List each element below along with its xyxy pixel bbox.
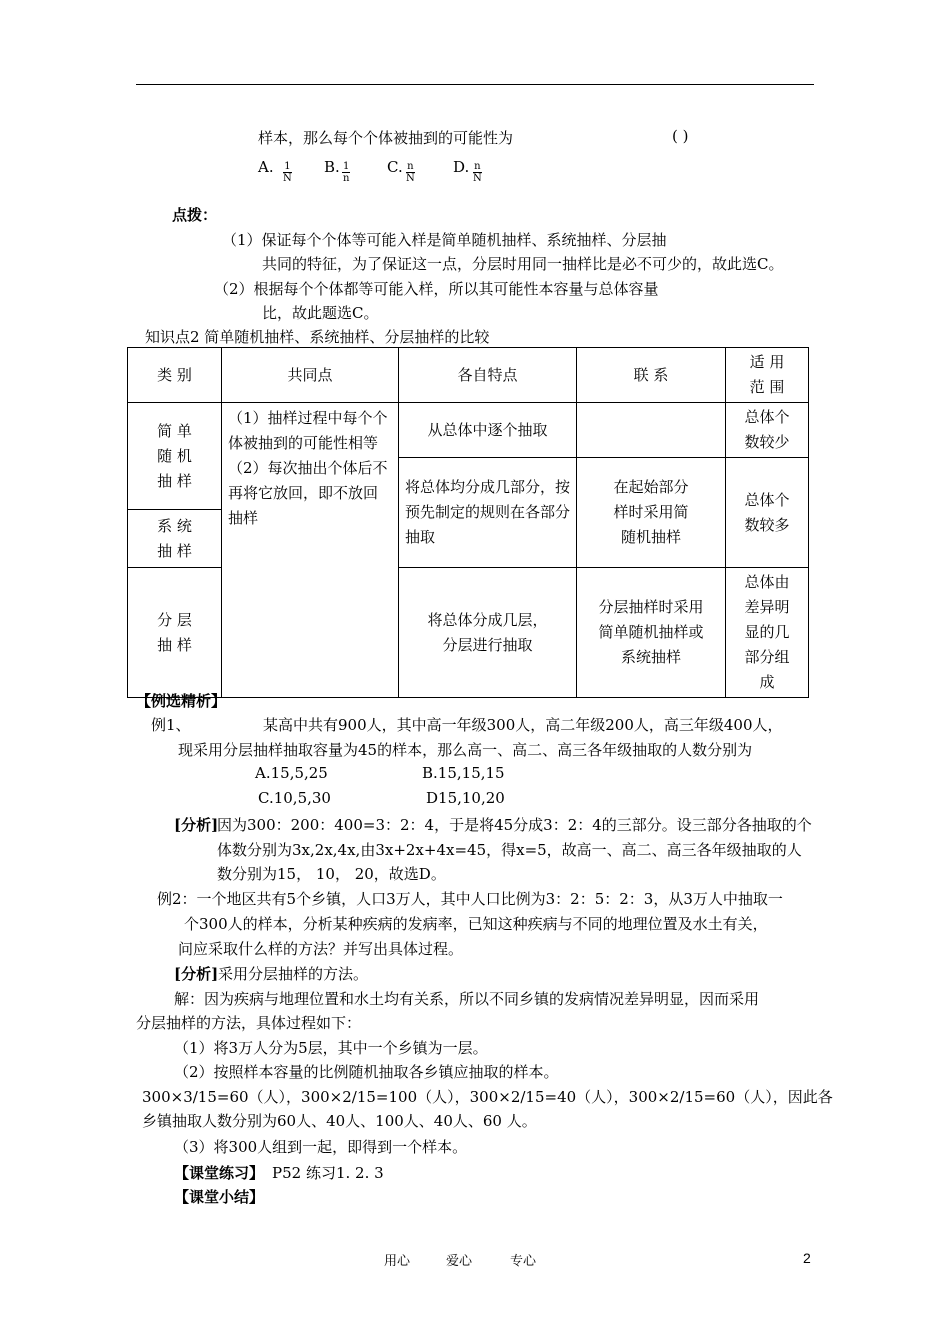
analysis-line: 采用分层抽样的方法。 <box>218 965 369 983</box>
practice-text: P52 练习1. 2. 3 <box>272 1164 384 1182</box>
solution-step: （3）将300人组到一起，即得到一个样本。 <box>174 1138 468 1156</box>
header-common: 共同点 <box>222 348 399 403</box>
table-header-row <box>128 348 809 403</box>
analysis-line: 因为300：200：400=3：2：4，于是将45分成3：2：4的三部分。设三部分各抽取的个 <box>217 816 812 834</box>
table-row <box>128 403 809 458</box>
scope-simple: 总体个 数较少 <box>726 403 809 458</box>
header-scope: 适 用 范 围 <box>726 348 809 403</box>
method-simple-random: 简 单 随 机 抽 样 <box>128 403 222 510</box>
option-fraction: $\frac{n}{N}$ <box>406 161 415 184</box>
option-label: A. <box>258 158 274 176</box>
header-category: 类 别 <box>128 348 222 403</box>
section-title: 【例选精析】 <box>136 692 227 710</box>
calc-line: 300×3/15=60（人），300×2/15=100（人），300×2/15=40（人），300×2/15=60（人），因此各 <box>142 1088 833 1106</box>
feature-simple: 从总体中逐个抽取 <box>399 403 577 458</box>
relation-stratified: 分层抽样时采用 简单随机抽样或 系统抽样 <box>577 568 726 698</box>
analysis-tag: [分析] <box>174 965 219 983</box>
example2-line: 问应采取什么样的方法？并写出具体过程。 <box>178 940 464 958</box>
hint-line: （1）保证每个个体等可能入样是简单随机抽样、系统抽样、分层抽 <box>222 231 667 249</box>
example1-option: A.15,5,25 <box>255 764 328 782</box>
analysis-tag: [分析] <box>174 816 219 834</box>
example2-line: 例2：一个地区共有5个乡镇，人口3万人，其中人口比例为3：2：5：2：3，从3万人中抽取一 <box>157 890 783 908</box>
hint-line: （2）根据每个个体都等可能入样，所以其可能性本容量与总体容量 <box>214 280 659 298</box>
example1-option: B.15,15,15 <box>422 764 505 782</box>
answer-paren: ( ) <box>672 127 689 145</box>
analysis-line: 数分别为15， 10， 20，故选D。 <box>217 865 446 883</box>
example1-label: 例1、 <box>151 716 191 734</box>
option-label: B. <box>324 158 340 176</box>
practice-tag: 【课堂练习】 <box>174 1164 265 1182</box>
solution-step: （2）按照样本容量的比例随机抽取各乡镇应抽取的样本。 <box>174 1063 559 1081</box>
common-points: （1）抽样过程中每个个体被抽到的可能性相等 （2）每次抽出个体后不再将它放回，即不放回抽样 <box>222 403 399 698</box>
comparison-table <box>127 347 809 698</box>
question-stem-tail: 样本，那么每个个体被抽到的可能性为 <box>258 129 514 147</box>
page-number: 2 <box>803 1250 811 1266</box>
footer-motto: 爱心 <box>446 1254 473 1269</box>
solution-step: （1）将3万人分为5层，其中一个乡镇为一层。 <box>174 1039 488 1057</box>
option-fraction: $\frac{1}{n}$ <box>342 161 350 184</box>
solution-line: 分层抽样的方法，具体过程如下： <box>136 1014 362 1032</box>
scope-stratified: 总体由 差异明 显的几 部分组 成 <box>726 568 809 698</box>
relation-simple <box>577 403 726 458</box>
option-fraction: $\frac{1}{N}$ <box>283 161 292 184</box>
header-relation: 联 系 <box>577 348 726 403</box>
method-stratified: 分 层 抽 样 <box>128 568 222 698</box>
example2-line: 个300人的样本，分析某种疾病的发病率，已知这种疾病与不同的地理位置及水土有关， <box>184 915 768 933</box>
hint-title: 点拨： <box>172 206 218 224</box>
calc-line: 乡镇抽取人数分别为60人、40人、100人、40人、60 人。 <box>142 1112 537 1130</box>
hint-line: 共同的特征，为了保证这一点，分层时用同一抽样比是必不可少的，故此选C。 <box>262 255 784 273</box>
hint-line: 比，故此题选C。 <box>262 304 379 322</box>
option-fraction: $\frac{n}{N}$ <box>473 161 482 184</box>
header-features: 各自特点 <box>399 348 577 403</box>
summary-tag: 【课堂小结】 <box>174 1188 265 1206</box>
analysis-line: 体数分别为3x,2x,4x,由3x+2x+4x=45，得x=5，故高一、高二、高三各年级抽取的人 <box>217 841 802 859</box>
scope-systematic: 总体个 数较多 <box>726 458 809 568</box>
example1-option: D15,10,20 <box>426 789 505 807</box>
footer-motto: 专心 <box>510 1254 537 1269</box>
option-label: D. <box>453 158 470 176</box>
feature-systematic: 将总体均分成几部分，按预先制定的规则在各部分抽取 <box>399 458 577 568</box>
option-label: C. <box>387 158 403 176</box>
solution-line: 解：因为疾病与地理位置和水土均有关系，所以不同乡镇的发病情况差异明显，因而采用 <box>174 990 760 1008</box>
method-systematic: 系 统 抽 样 <box>128 510 222 568</box>
example1-option: C.10,5,30 <box>258 789 331 807</box>
feature-stratified: 将总体分成几层， 分层进行抽取 <box>399 568 577 698</box>
footer-motto: 用心 <box>384 1254 411 1269</box>
knowledge-title: 知识点2 简单随机抽样、系统抽样、分层抽样的比较 <box>145 328 490 346</box>
example1-line: 现采用分层抽样抽取容量为45的样本，那么高一、高二、高三各年级抽取的人数分别为 <box>178 741 753 759</box>
example1-line: 某高中共有900人，其中高一年级300人，高二年级200人，高三年级400人， <box>263 716 783 734</box>
relation-systematic: 在起始部分 样时采用简 随机抽样 <box>577 458 726 568</box>
header-rule <box>136 84 814 85</box>
